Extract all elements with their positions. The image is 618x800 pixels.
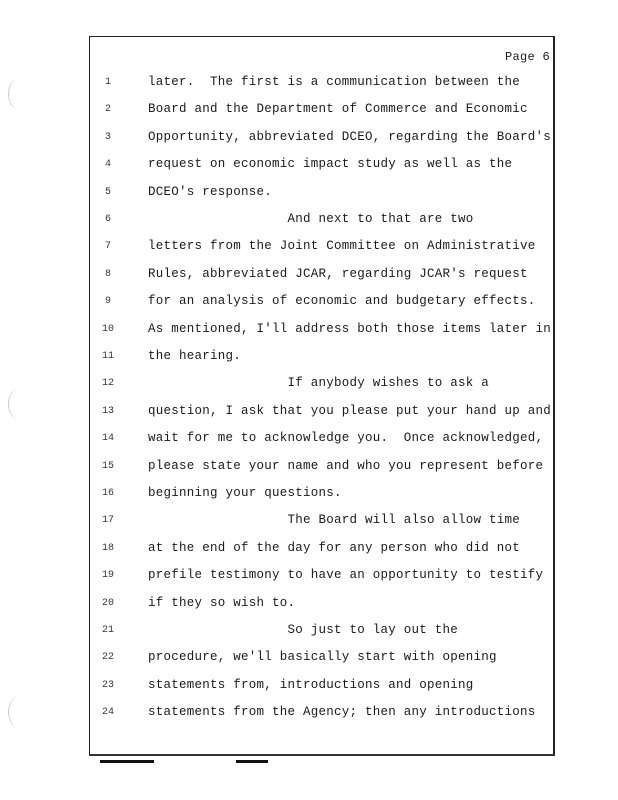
line-number: 7 xyxy=(104,241,111,253)
binder-hole-middle xyxy=(8,388,31,420)
transcript-line: prefile testimony to have an opportunity to testify xyxy=(148,568,544,583)
transcript-line: later. The first is a communication between the xyxy=(148,75,521,89)
transcript-line: question, I ask that you please put your hand up and xyxy=(148,403,552,418)
transcript-line: Rules, abbreviated JCAR, regarding JCAR's request xyxy=(148,266,528,281)
transcript-line: As mentioned, I'll address both those items later in xyxy=(148,321,552,336)
line-number: 16 xyxy=(101,488,114,499)
line-number: 18 xyxy=(101,542,114,554)
line-number: 15 xyxy=(101,460,114,472)
line-number: 9 xyxy=(104,296,111,308)
binder-hole-top xyxy=(8,78,31,110)
transcript-line: please state your name and who you represent before xyxy=(148,458,544,473)
line-number: 5 xyxy=(104,186,111,198)
binder-hole-bottom xyxy=(8,696,31,728)
line-number: 10 xyxy=(101,323,114,335)
transcript-line: DCEO's response. xyxy=(148,184,273,199)
transcript-line: for an analysis of economic and budgetary effects. xyxy=(148,294,536,309)
frame-bottom-edge xyxy=(89,754,555,756)
line-number: 4 xyxy=(104,159,111,171)
transcript-line: wait for me to acknowledge you. Once acknowledged, xyxy=(148,431,544,446)
transcript-line: Opportunity, abbreviated DCEO, regarding the Board's xyxy=(148,129,552,144)
line-number: 14 xyxy=(101,433,114,445)
transcript-line: statements from the Agency; then any introductions xyxy=(148,705,536,720)
line-number: 20 xyxy=(101,597,114,609)
line-number: 6 xyxy=(104,214,111,225)
page-number-label: Page 6 xyxy=(504,50,550,64)
line-number: 12 xyxy=(101,378,114,390)
transcript-line: The Board will also allow time xyxy=(148,513,521,528)
line-number: 3 xyxy=(104,131,111,143)
transcript-line: letters from the Joint Committee on Administrative xyxy=(148,239,536,254)
line-number: 11 xyxy=(101,351,114,362)
line-number: 1 xyxy=(104,77,111,88)
transcript-page-frame xyxy=(89,36,555,756)
line-number: 21 xyxy=(101,625,114,636)
line-number: 2 xyxy=(104,104,111,116)
line-number: 23 xyxy=(101,679,114,691)
bottom-rule-left xyxy=(100,760,154,763)
line-number: 22 xyxy=(101,652,114,664)
line-number: 8 xyxy=(104,268,111,280)
transcript-line: If anybody wishes to ask a xyxy=(148,376,490,391)
transcript-line: beginning your questions. xyxy=(148,486,342,500)
transcript-line: And next to that are two xyxy=(148,212,474,226)
transcript-line: Board and the Department of Commerce and Economic xyxy=(148,102,528,117)
transcript-line: statements from, introductions and opening xyxy=(148,677,474,692)
transcript-line: the hearing. xyxy=(148,349,242,363)
line-number: 19 xyxy=(101,570,114,582)
line-number: 17 xyxy=(101,515,114,527)
transcript-line: So just to lay out the xyxy=(148,623,459,637)
transcript-line: procedure, we'll basically start with opening xyxy=(148,650,497,665)
transcript-line: at the end of the day for any person who did not xyxy=(148,540,521,555)
transcript-line: if they so wish to. xyxy=(148,595,296,610)
line-number: 13 xyxy=(101,405,114,417)
transcript-line: request on economic impact study as well as the xyxy=(148,157,513,172)
bottom-rule-right xyxy=(236,760,268,763)
line-number: 24 xyxy=(101,707,114,719)
